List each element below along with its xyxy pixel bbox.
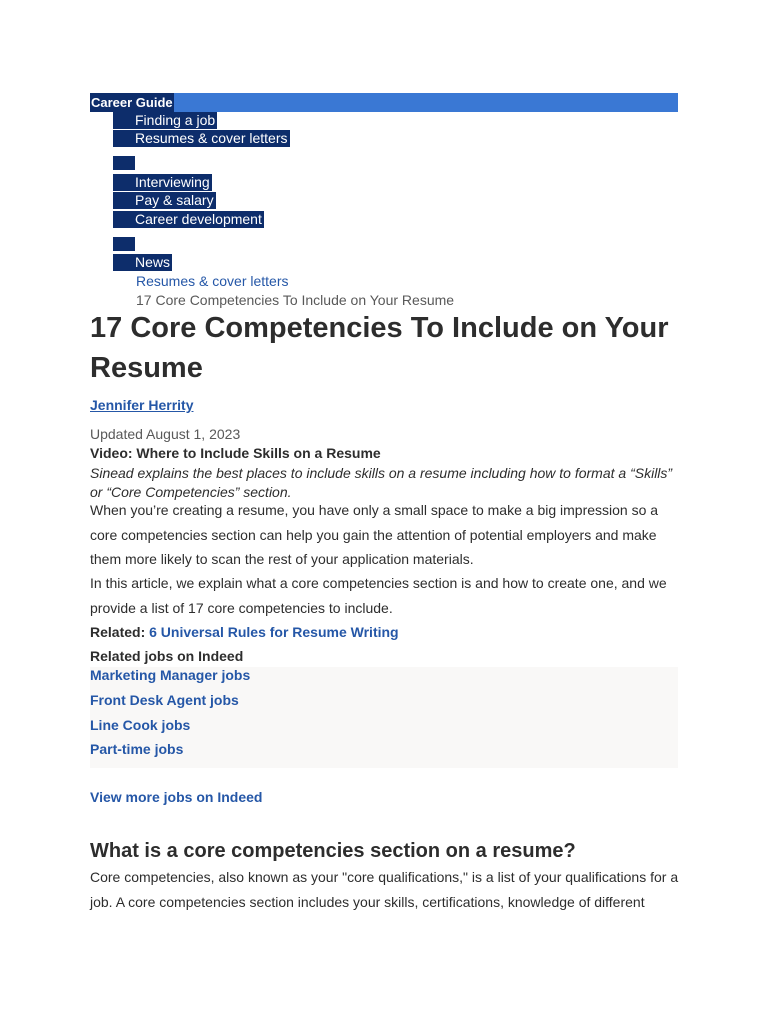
nav-item-label: Pay & salary — [135, 192, 214, 208]
video-title: Video: Where to Include Skills on a Resume — [90, 445, 381, 461]
job-link-part-time[interactable]: Part-time jobs — [90, 741, 184, 757]
nav-item-finding-a-job[interactable] — [113, 112, 217, 129]
related-prefix: Related: — [90, 624, 146, 640]
section-heading: What is a core competencies section on a resume? — [90, 840, 576, 862]
article-title: 17 Core Competencies To Include on Your Resume — [90, 312, 669, 384]
related-article-link[interactable]: 6 Universal Rules for Resume Writing — [149, 624, 399, 640]
nav-item-pay-salary[interactable] — [113, 192, 216, 209]
article-paragraph: In this article, we explain what a core competencies section is and how to create one, and we provide a list of 17 core competencies to include. — [90, 575, 667, 616]
nav-item-label: Finding a job — [135, 112, 216, 128]
breadcrumb-current: 17 Core Competencies To Include on Your Resume — [136, 292, 455, 308]
view-more-jobs-link[interactable]: View more jobs on Indeed — [90, 789, 263, 805]
job-link-line-cook[interactable]: Line Cook jobs — [90, 717, 191, 733]
nav-item-label: News — [135, 254, 171, 270]
nav-separator — [113, 237, 135, 251]
nav-item-label: Interviewing — [135, 174, 210, 190]
intro-paragraph: When you’re creating a resume, you have only a small space to make a big impression so a core competencies section can help you gain the attention of potential employers and make them more likely to scan the rest of your application materials. — [90, 502, 659, 567]
job-link-front-desk-agent[interactable]: Front Desk Agent jobs — [90, 692, 239, 708]
updated-date: Updated August 1, 2023 — [90, 426, 241, 442]
career-guide-bar — [90, 93, 678, 112]
nav-item-label: Resumes & cover letters — [135, 130, 288, 146]
career-guide-label[interactable]: Career Guide — [91, 95, 173, 110]
related-article — [90, 624, 399, 640]
nav-separator — [113, 156, 135, 170]
related-jobs-heading: Related jobs on Indeed — [90, 648, 244, 664]
nav-item-news[interactable] — [113, 254, 172, 271]
section-paragraph: Core competencies, also known as your "core qualifications," is a list of your qualifications for a job. A core competencies section includes your skills, certifications, knowledge of different — [90, 869, 679, 910]
breadcrumb-parent-link[interactable]: Resumes & cover letters — [136, 273, 289, 289]
author-link[interactable]: Jennifer Herrity — [90, 397, 194, 413]
nav-item-label: Career development — [135, 211, 262, 227]
nav-item-career-development[interactable] — [113, 211, 264, 228]
nav-item-interviewing[interactable] — [113, 174, 212, 191]
video-description: Sinead explains the best places to include skills on a resume including how to format a “Skills” or “Core Competencies” section. — [90, 465, 673, 500]
nav-item-resumes[interactable] — [113, 130, 290, 147]
job-link-marketing-manager[interactable]: Marketing Manager jobs — [90, 667, 251, 683]
